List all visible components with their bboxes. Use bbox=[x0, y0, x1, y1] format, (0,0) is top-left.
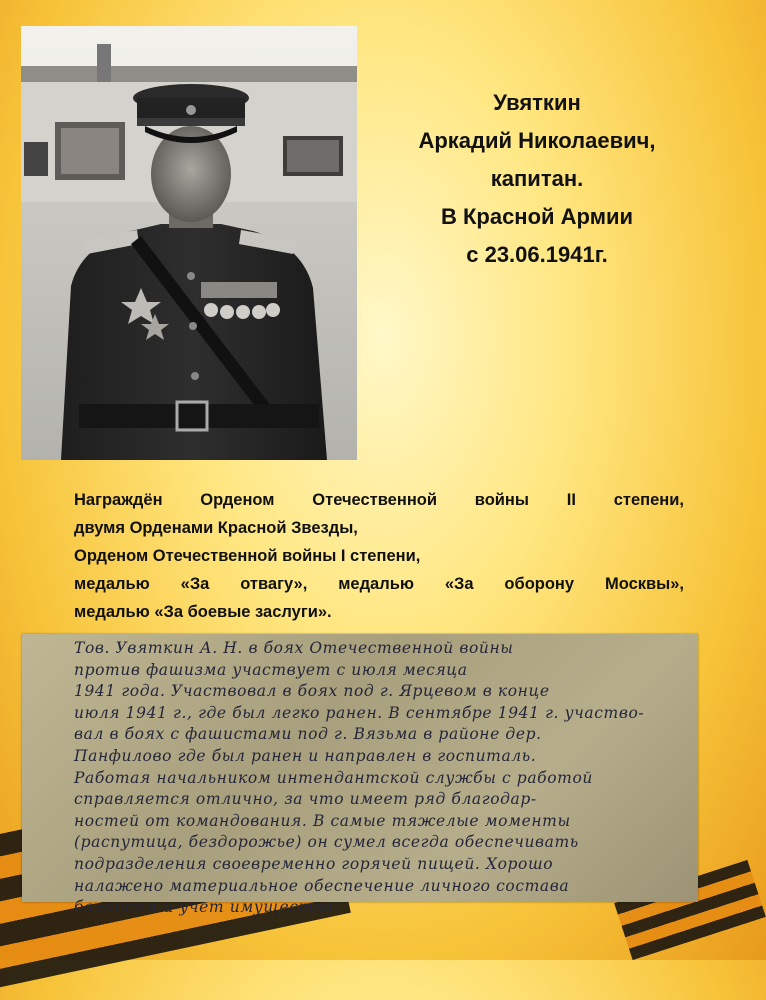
handwritten-document bbox=[22, 634, 698, 917]
doc-line: балансом и учет имущества. bbox=[74, 898, 339, 917]
awards-text bbox=[74, 486, 684, 626]
doc-line: ностей от командования. В самые тяжелые моменты bbox=[74, 811, 571, 830]
doc-line: налажено материальное обеспечение личного состава bbox=[74, 876, 570, 895]
awards-line-5: медалью «За боевые заслуги». bbox=[74, 603, 332, 621]
awards-line-2: двумя Орденами Красной Звезды, bbox=[74, 519, 358, 537]
doc-line: июля 1941 г., где был легко ранен. В сентябре 1941 г. участво- bbox=[74, 703, 645, 722]
doc-line: подразделения своевременно горячей пищей. Хорошо bbox=[74, 854, 554, 873]
doc-line: справляется отлично, за что имеет ряд благодар- bbox=[74, 790, 537, 809]
doc-line: против фашизма участвует с июля месяца bbox=[74, 660, 468, 679]
rank: капитан. bbox=[490, 166, 584, 191]
portrait-photo bbox=[21, 26, 357, 460]
given-name: Аркадий Николаевич, bbox=[418, 128, 656, 153]
doc-line: Панфилово где был ранен и направлен в госпиталь. bbox=[74, 746, 537, 765]
person-heading bbox=[372, 84, 702, 274]
awards-line-4: медалью «За отвагу», медалью «За оборону Москвы», bbox=[74, 575, 684, 593]
doc-line: Тов. Увяткин А. Н. в боях Отечественной войны bbox=[74, 639, 514, 657]
service-line: В Красной Армии bbox=[440, 204, 634, 229]
doc-line: вал в боях с фашистами под г. Вязьма в районе дер. bbox=[74, 725, 542, 744]
doc-line: (распутица, бездорожье) он сумел всегда обеспечивать bbox=[74, 833, 579, 852]
service-date: с 23.06.1941г. bbox=[466, 242, 608, 267]
handwritten-text bbox=[74, 638, 724, 919]
doc-line: 1941 года. Участвовал в боях под г. Ярцевом в конце bbox=[74, 682, 550, 701]
awards-line-3: Орденом Отечественной войны I степени, bbox=[74, 547, 421, 565]
awards-line-1: Награждён Орденом Отечественной войны II степени, bbox=[74, 491, 684, 509]
doc-line: Работая начальником интендантской службы с работой bbox=[74, 768, 593, 787]
surname: Увяткин bbox=[493, 90, 581, 115]
